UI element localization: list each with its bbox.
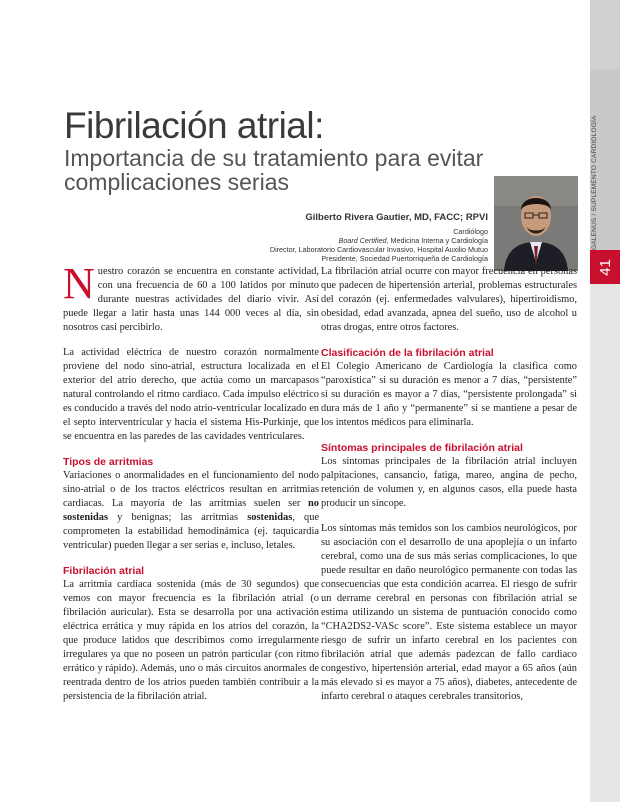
paragraph-fibrilacion: La arritmia cardiaca sostenida (más de 30 segundos) que vemos con mayor frecuencia es la fibrilación atrial (o fibrilación auricular). Esta se desarrolla por una activación eléctrica errática y muy rápida en los atrios del corazón, la que produce latidos que describimos como irregularmente irregulares ya que no poseen un patrón particular (con ritmo errático y rápido). Además, uno o más circuitos anormales de reentrada dentro de los atrios pueden también contribuir a la persistencia de la fibrilación atrial. xyxy=(63,579,319,702)
paragraph-arritmias xyxy=(63,469,319,553)
article-title: Fibrilación atrial: xyxy=(64,105,324,146)
section-label: GALENUS / SUPLEMENTO CARDIOLOGÍA xyxy=(591,115,598,250)
paragraph-sintomas: Los síntomas principales de la fibrilación atrial incluyen palpitaciones, cansancio, fatiga, mareo, angina de pecho, retención de volumen y, en algunos casos, ella puede hasta producir un síncope. xyxy=(321,456,577,509)
heading-fibrilacion-atrial: Fibrilación atrial xyxy=(63,565,145,577)
author-certification-italic: Board Certified xyxy=(338,236,387,245)
paragraph-clasificacion: El Colegio Americano de Cardiología la clasifica como “paroxística” si su duración es menor a 7 días, “persistente” si su duración es mayor a 7 días, “persistente prolongada” si dura más de 1 año y “permanente” si se mantiene a pesar de los intentos médicos para eliminarla. xyxy=(321,361,577,428)
author-certification xyxy=(270,236,488,245)
drop-cap: N xyxy=(63,259,95,308)
page-number-text: 41 xyxy=(596,258,614,276)
sidebar-top-block xyxy=(590,0,620,70)
arritmias-text-3: , que comprometen la estabilidad hemodinámica (ej. taquicardia ventricular) pueden llegar a ser serias e, incluso, letales. xyxy=(63,512,319,551)
author-role: Cardiólogo xyxy=(453,227,488,236)
author-name: Gilberto Rivera Gautier, MD, FACC; RPVI xyxy=(305,212,488,223)
left-column xyxy=(63,259,319,715)
author-portrait-image xyxy=(494,176,578,271)
intro-text: uestro corazón se encuentra en constante actividad, con una frecuencia de 60 a 100 latidos por minuto durante nuestras actividades del diario vivir. Así puede llegar a latir hasta unas 144 000 veces al día, sin nosotros casi percibirlo. xyxy=(63,266,319,333)
arritmias-text-2: y benignas; las arritmias xyxy=(108,512,248,523)
heading-tipos-arritmias: Tipos de arritmias xyxy=(63,456,154,468)
author-photo xyxy=(494,176,578,271)
heading-clasificacion: Clasificación de la fibrilación atrial xyxy=(321,347,494,359)
author-position-2: Presidente, Sociedad Puertorriqueña de Cardiología xyxy=(321,254,488,263)
paragraph-neurologicos: Los síntomas más temidos son los cambios neurológicos, por su asociación con el desarrollo de una apoplejía o un infarto cerebral, como una de sus más serias complicaciones, lo que puede resultar en daño neurológico permanente con todas las consecuencias que esta condición acarrea. El riesgo de sufrir un derrame cerebral en personas con fibrilación atrial se estima utilizando un sistema de puntuación conocido como “CHA2DS2-VASc score”. Este sistema establece un mayor riesgo de sufrir un infarto cerebral en los pacientes con fibrilación atrial que además padezcan de fallo cardiaco congestivo, hipertensión arterial, edad mayor a 65 años (aún más elevado si es mayor a 75 años), diabetes, antecedente de infarto cerebral o ataques cerebrales transitorios, xyxy=(321,523,577,702)
arritmias-bold-1: no sostenidas xyxy=(63,498,319,523)
author-position-1: Director, Laboratorio Cardiovascular Invasivo, Hospital Auxilio Mutuo xyxy=(269,245,488,254)
author-block xyxy=(270,212,488,263)
paragraph-risk-factors: La fibrilación atrial ocurre con mayor frecuencia en personas que padecen de hipertensión arterial, problemas estructurales del corazón (ej. enfermedades valvulares), hipertiroidismo, obesidad, edad avanzada, apnea del sueño, uso de alcohol u otras drogas, entre otros factores. xyxy=(321,266,577,333)
intro-paragraph xyxy=(63,259,319,335)
heading-sintomas: Síntomas principales de fibrilación atrial xyxy=(321,442,523,454)
page-number xyxy=(590,250,620,284)
arritmias-text-1: Variaciones o anormalidades en el funcionamiento del nodo sino-atrial o de los tractos eléctricos resultan en arritmias cardiacas. La mayoría de las arritmias suelen ser xyxy=(63,470,319,509)
arritmias-bold-2: sostenidas xyxy=(247,512,293,523)
author-certification-rest: , Medicina Interna y Cardiología xyxy=(386,236,488,245)
right-column xyxy=(321,265,577,715)
article-subtitle: Importancia de su tratamiento para evitar complicaciones serias xyxy=(64,145,484,195)
paragraph-electrical-activity: La actividad eléctrica de nuestro corazón normalmente proviene del nodo sino-atrial, estructura localizada en el exterior del atrio derecho, que actúa como un marcapasos natural controlando el ritmo cardiaco. Cada impulso eléctrico es conducido a través del nodo atrio-ventricular localizado en el septo interventricular y hacia el sistema His-Purkinje, que se encuentra en las paredes de las cavidades ventriculares. xyxy=(63,347,319,442)
